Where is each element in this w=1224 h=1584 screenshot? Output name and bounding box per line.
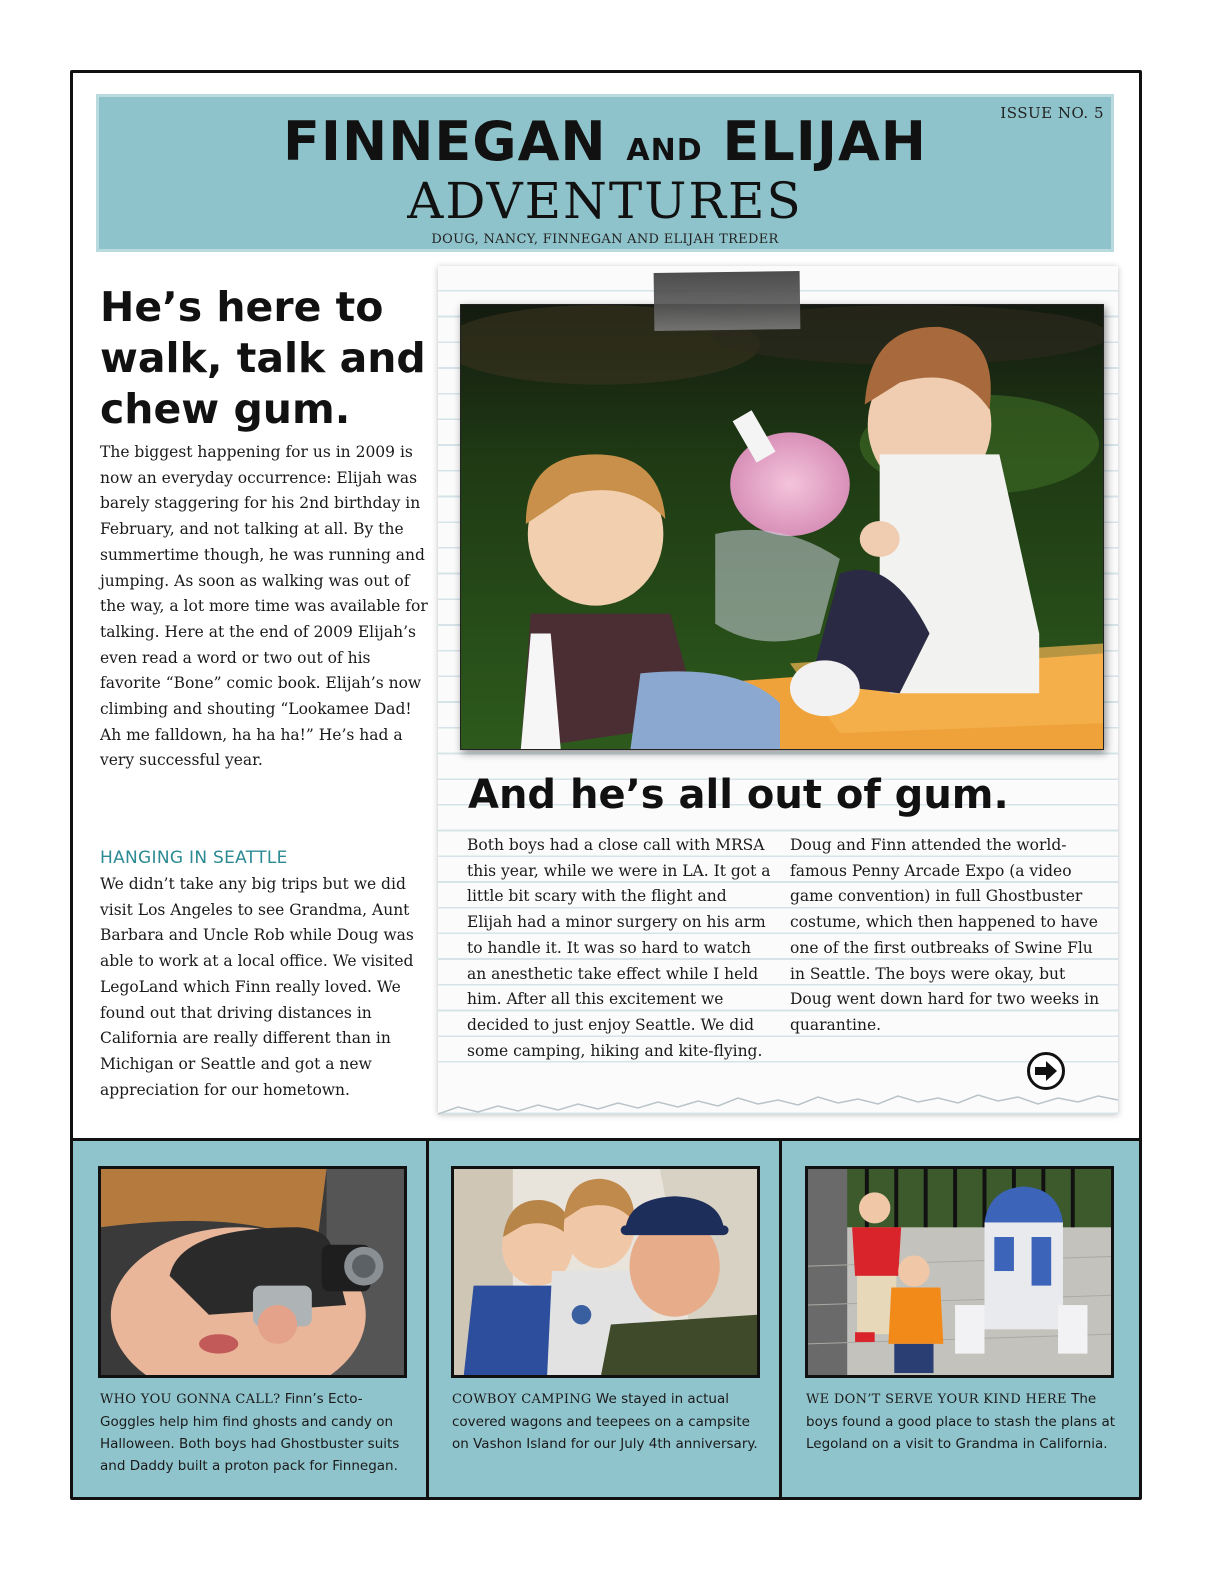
caption-title: COWBOY CAMPING	[452, 1392, 592, 1407]
gum-body-column-1: Both boys had a close call with MRSA this year, while we were in LA. It got a little bit scary with the flight and Elijah had a minor surgery on his arm to handle it. It was so hard to watch an anesthetic take effect while I held him. After all this excitement we decided to just enjoy Seattle. We did some camping, hiking and kite-flying.	[467, 836, 771, 1060]
lead-body: The biggest happening for us in 2009 is now an everyday occurrence: Elijah was barely staggering for his 2nd birthday in February, and not talking at all. By the summertime though, he was running and jumping. As soon as walking was out of the way, a lot more time was available for talking. Here at the end of 2009 Elijah’s even read a word or two out of his favorite “Bone” comic book. Elijah’s now climbing and shouting “Lookamee Dad! Ah me falldown, ha ha ha!” He’s had a very successful year.	[100, 443, 428, 770]
masthead-byline: DOUG, NANCY, FINNEGAN AND ELIJAH TREDER	[431, 232, 779, 247]
caption-title: WHO YOU GONNA CALL?	[100, 1392, 281, 1407]
torn-paper-edge	[438, 1076, 1118, 1120]
caption-camping	[452, 1388, 762, 1455]
photo-legoland-r2d2	[805, 1166, 1114, 1378]
gum-headline: And he’s all out of gum.	[468, 772, 1009, 818]
arrow-right-icon[interactable]	[1027, 1052, 1065, 1090]
lead-headline: He’s here to walk, talk and chew gum.	[100, 283, 426, 433]
photo-cowboy-camping	[451, 1166, 760, 1378]
main-photo-boys-cotton-candy	[460, 304, 1104, 750]
masthead-title	[96, 110, 1114, 173]
seattle-body: We didn’t take any big trips but we did visit Los Angeles to see Grandma, Aunt Barbara and Uncle Rob while Doug was able to work at a local office. We visited LegoLand which Finn really loved. We found out that driving distances in California are really different than in Michigan or Seattle and got a new appreciation for our hometown.	[100, 875, 414, 1099]
gum-body-column-2: Doug and Finn attended the world-famous Penny Arcade Expo (a video game convention) in full Ghostbuster costume, which then happened to have one of the first outbreaks of Swine Flu in Seattle. The boys were okay, but Doug went down hard for two weeks in quarantine.	[790, 836, 1100, 1034]
caption-title: WE DON’T SERVE YOUR KIND HERE	[806, 1392, 1067, 1407]
caption-halloween	[100, 1388, 400, 1477]
issue-number: ISSUE NO. 5	[1000, 104, 1104, 122]
masthead	[96, 94, 1114, 252]
tape-strip	[654, 271, 801, 331]
caption-legoland	[806, 1388, 1121, 1455]
caption-text: Finn’s Ecto-Goggles help him find ghosts and candy on Halloween. Both boys had Ghostbuster suits and Daddy built a proton pack for Finnegan.	[100, 1391, 400, 1474]
caption-text: The boys found a good place to stash the plans at Legoland on a visit to Grandma in California.	[806, 1391, 1116, 1452]
caption-text: We stayed in actual covered wagons and teepees on a campsite on Vashon Island for our July 4th anniversary.	[452, 1391, 758, 1452]
photo-ecto-goggles	[98, 1166, 407, 1378]
title-finnegan: FINNEGAN	[283, 110, 607, 173]
title-and: AND	[626, 133, 703, 168]
seattle-heading: HANGING IN SEATTLE	[100, 848, 288, 868]
title-elijah: ELIJAH	[722, 110, 927, 173]
masthead-subtitle: ADVENTURES	[407, 172, 803, 230]
panel-divider	[779, 1141, 782, 1497]
panel-divider	[426, 1141, 429, 1497]
